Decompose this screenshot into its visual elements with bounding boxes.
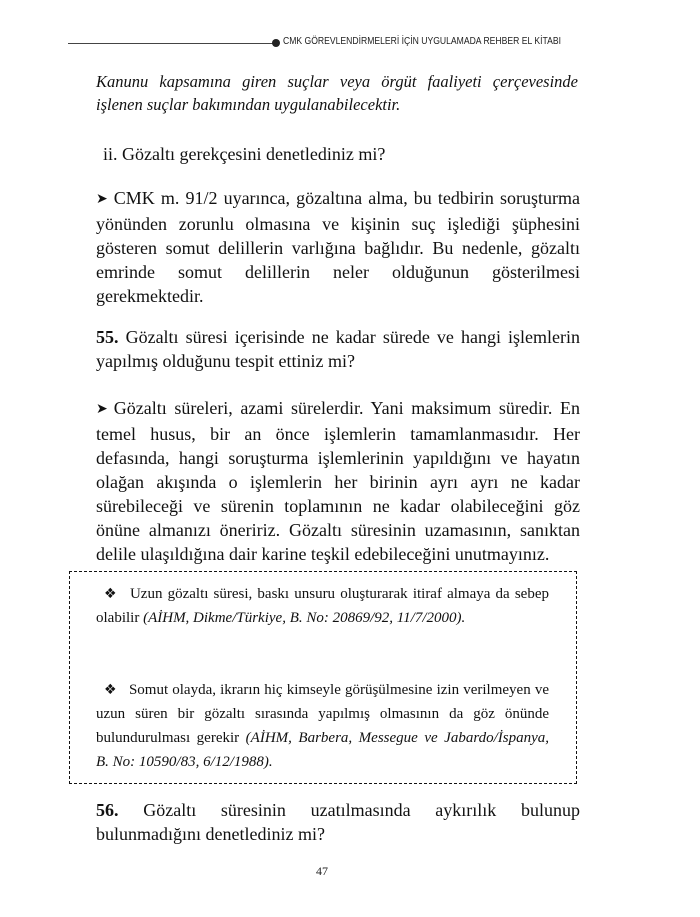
- question-56-number: 56.: [96, 800, 119, 820]
- paragraph-cmk-91: [96, 186, 580, 308]
- header-title: CMK GÖREVLENDİRMELERİ İÇİN UYGULAMADA REHBER EL KİTABI: [283, 35, 561, 47]
- paragraph-gozalti-sureleri: [96, 396, 580, 566]
- running-header: [68, 34, 584, 54]
- case-law-box: [69, 571, 577, 784]
- question-55: [96, 325, 580, 373]
- intro-text: Kanunu kapsamına giren suçlar veya örgüt faaliyeti çerçevesinde işlenen suçlar bakımından uygulanabilecektir.: [96, 72, 578, 114]
- question-56: [96, 798, 580, 846]
- paragraph-gozalti-sureleri-text: Gözaltı süreleri, azami sürelerdir. Yani maksimum süredir. En temel husus, bir an önce işlemlerin tamamlanmasıdır. Her defasında, hangi soruşturma işlemlerinin yapıldığını ve hayatın olağan akışında o işlemlerin her birinin ayrı ayrı ne kadar sürebileceği ve sürenin toplamının ne kadar olabileceğini göz önüne almanızı öneririz. Gözaltı süresinin uzamasının, sanıktan delile ulaşıldığına dair karine teşkil edebileceğini unutmayınız.: [96, 398, 580, 564]
- question-ii: ii. Gözaltı gerekçesini denetlediniz mi?: [103, 144, 386, 164]
- paragraph-cmk-91-text: CMK m. 91/2 uyarınca, gözaltına alma, bu tedbirin soruşturma yönünden zorunlu olmasına ve kişinin suç işlediği şüphesini gösteren somut delillerin varlığına bağlıdır. Bu nedenle, gözaltı emrinde somut delillerin neler olduğunun gösterilmesi gerekmektedir.: [96, 188, 580, 306]
- arrowhead-bullet-icon: ➤: [96, 401, 108, 417]
- question-56-text: Gözaltı süresinin uzatılmasında aykırılık bulunup bulunmadığını denetlediniz mi?: [96, 800, 580, 844]
- question-55-number: 55.: [96, 327, 119, 347]
- four-diamond-bullet-icon: ❖: [104, 682, 117, 698]
- case-law-item-barbera-citation: (AİHM, Barbera, Messegue ve Jabardo/İspanya, B. No: 10590/83, 6/12/1988).: [96, 730, 550, 770]
- header-rule: [68, 43, 274, 44]
- case-law-item-dikme-citation: (AİHM, Dikme/Türkiye, B. No: 20869/92, 11/7/2000).: [143, 610, 466, 626]
- question-55-text: Gözaltı süresi içerisinde ne kadar sürede ve hangi işlemlerin yapılmış olduğunu tespit ettiniz mi?: [96, 327, 580, 371]
- four-diamond-bullet-icon: ❖: [104, 586, 118, 602]
- case-law-item-dikme: [96, 582, 549, 630]
- case-law-item-barbera: [96, 678, 549, 774]
- header-bullet-icon: [272, 39, 280, 47]
- case-law-item-dikme-text: Uzun gözaltı süresi, baskı unsuru oluşturarak itiraf almaya da sebep olabilir: [96, 586, 550, 626]
- arrowhead-bullet-icon: ➤: [96, 191, 108, 207]
- page-number: 47: [316, 864, 328, 878]
- case-law-item-barbera-text: Somut olayda, ikrarın hiç kimseyle görüşülmesine izin verilmeyen ve uzun süren bir gözaltı sırasında yapılmış olmasının da göz önünde bulundurulması gerekir: [96, 682, 549, 746]
